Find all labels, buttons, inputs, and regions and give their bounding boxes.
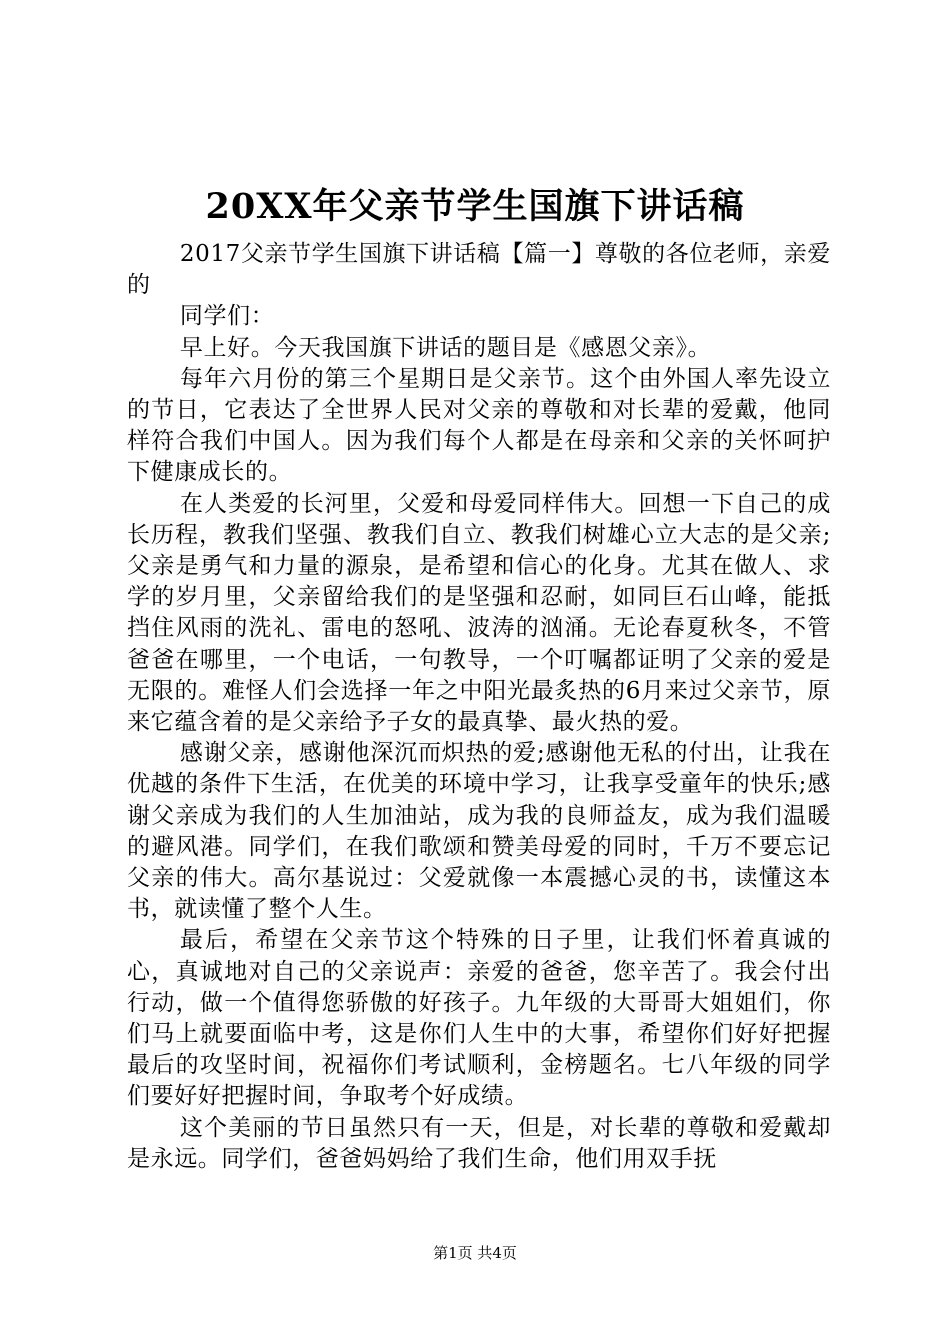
paragraph-closing: 这个美丽的节日虽然只有一天，但是，对长辈的尊敬和爱戴却是永远。同学们，爸爸妈妈给了我们生命，他们用双手抚 (127, 1114, 831, 1172)
paragraph-thanks-father: 感谢父亲，感谢他深沉而炽热的爱;感谢他无私的付出，让我在优越的条件下生活，在优美的环境中学习，让我享受童年的快乐;感谢父亲成为我们的人生加油站，成为我的良师益友，成为我们温暖的避风港。同学们，在我们歌颂和赞美母爱的同时，千万不要忘记父亲的伟大。高尔基说过：父爱就像一本震撼心灵的书，读懂这本书，就读懂了整个人生。 (127, 740, 831, 923)
document-title: 20XX年父亲节学生国旗下讲话稿 (205, 186, 745, 227)
paragraph-fathers-day-origin: 每年六月份的第三个星期日是父亲节。这个由外国人率先设立的节日，它表达了全世界人民对父亲的尊敬和对长辈的爱戴，他同样符合我们中国人。因为我们每个人都是在母亲和父亲的关怀呵护下健康成长的。 (127, 365, 831, 486)
paragraph-wishes: 最后，希望在父亲节这个特殊的日子里，让我们怀着真诚的心，真诚地对自己的父亲说声：亲爱的爸爸，您辛苦了。我会付出行动，做一个值得您骄傲的好孩子。九年级的大哥哥大姐姐们，你们马上就要面临中考，这是你们人生中的大事，希望你们好好把握最后的攻坚时间，祝福你们考试顺利，金榜题名。七八年级的同学们要好好把握时间，争取考个好成绩。 (127, 927, 831, 1110)
paragraph-greeting-students: 同学们： (179, 303, 275, 330)
paragraph-intro: 2017父亲节学生国旗下讲话稿【篇一】尊敬的各位老师，亲爱的 (127, 241, 831, 299)
document-body (127, 239, 831, 1175)
paragraph-fathers-love: 在人类爱的长河里，父爱和母爱同样伟大。回想一下自己的成长历程，教我们坚强、教我们自立、教我们树雄心立大志的是父亲;父亲是勇气和力量的源泉，是希望和信心的化身。尤其在做人、求学的岁月里，父亲留给我们的是坚强和忍耐，如同巨石山峰，能抵挡住风雨的洗礼、雷电的怒吼、波涛的汹涌。无论春夏秋冬，不管爸爸在哪里，一个电话，一句教导，一个叮嘱都证明了父亲的爱是无限的。难怪人们会选择一年之中阳光最炙热的6月来过父亲节，原来它蕴含着的是父亲给予子女的最真挚、最火热的爱。 (127, 490, 831, 736)
page-footer: 第1页 共4页 (433, 1244, 517, 1262)
paragraph-good-morning: 早上好。今天我国旗下讲话的题目是《感恩父亲》。 (179, 334, 712, 361)
